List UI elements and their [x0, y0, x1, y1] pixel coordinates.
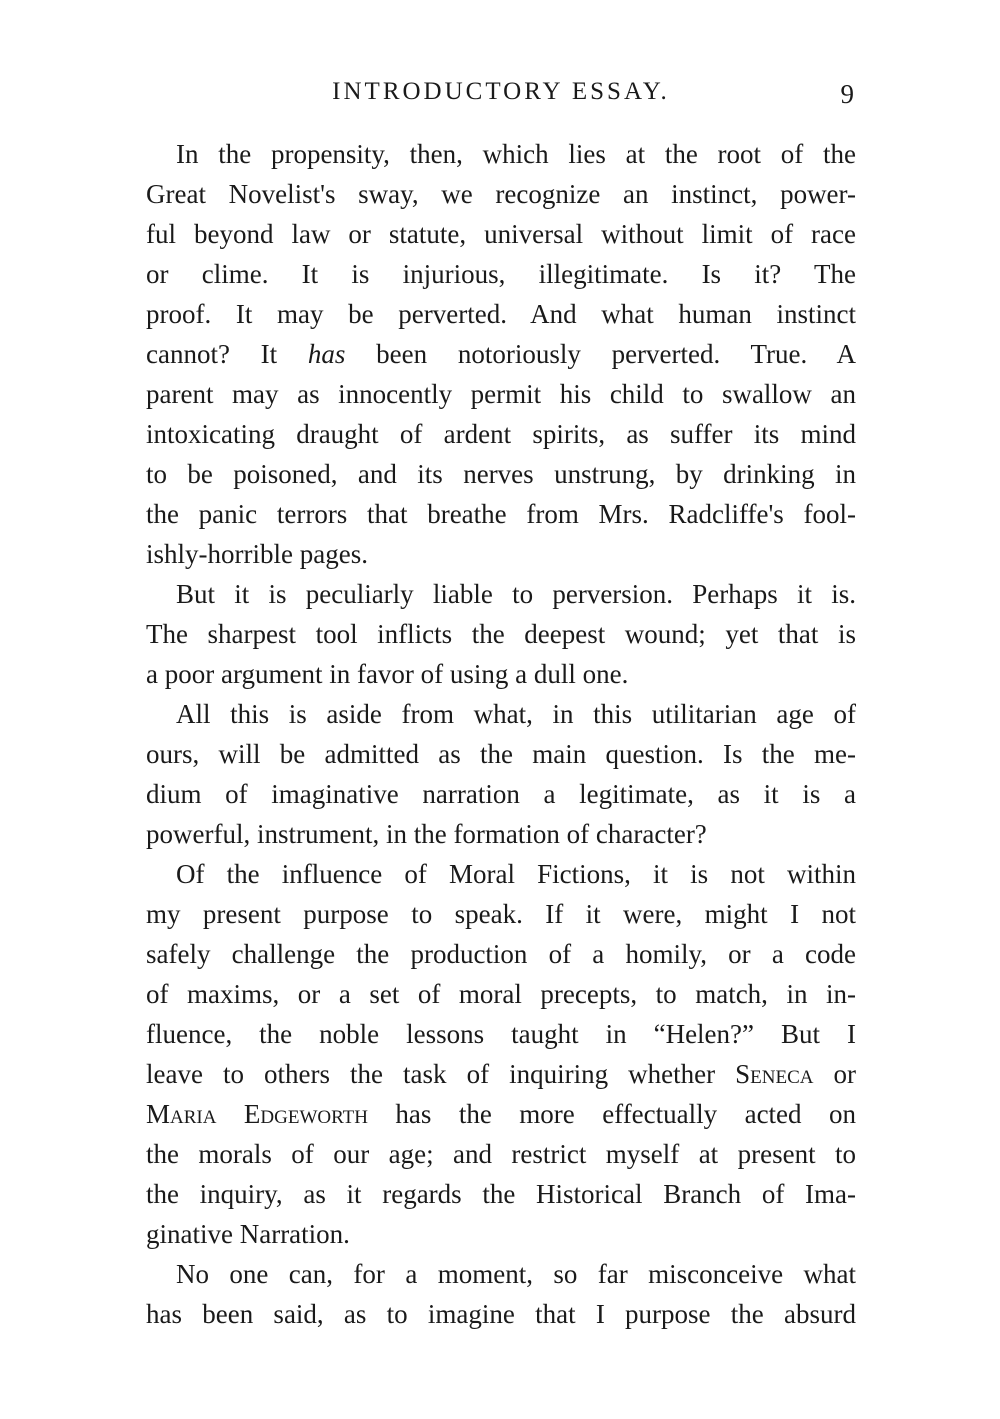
text-line: parent may as innocently permit his child to swallow an [146, 379, 856, 409]
text-line: to be poisoned, and its nerves unstrung, by drinking in [146, 459, 856, 489]
text-line: All this is aside from what, in this utilitarian age of [176, 699, 856, 729]
page-number: 9 [840, 79, 854, 109]
text-line: the panic terrors that breathe from Mrs. Radcliffe's fool- [146, 499, 856, 529]
text-line: No one can, for a moment, so far misconceive what [176, 1259, 856, 1289]
text-line: dium of imaginative narration a legitimate, as it is a [146, 779, 856, 809]
text-line: of maxims, or a set of moral precepts, to match, in in- [146, 979, 856, 1009]
text-line: ginative Narration. [146, 1219, 350, 1249]
text-line [146, 1094, 856, 1134]
running-title: INTRODUCTORY ESSAY. [332, 78, 670, 105]
small-caps-run: Seneca [735, 1059, 814, 1089]
text-line: has been said, as to imagine that I purpose the absurd [146, 1299, 856, 1329]
text-run: been notoriously perverted. True. A [345, 339, 856, 369]
text-line: The sharpest tool inflicts the deepest wound; yet that is [146, 619, 856, 649]
text-line: In the propensity, then, which lies at the root of the [176, 139, 856, 169]
text-line [146, 334, 856, 374]
text-line: my present purpose to speak. If it were, might I not [146, 899, 856, 929]
text-line: Of the influence of Moral Fictions, it is not within [176, 859, 856, 889]
text-line: ful beyond law or statute, universal without limit of race [146, 219, 856, 249]
text-line: ours, will be admitted as the main question. Is the me- [146, 739, 856, 769]
text-run: has the more effectually acted on [367, 1099, 856, 1129]
text-line: or clime. It is injurious, illegitimate. Is it? The [146, 259, 856, 289]
text-line: the morals of our age; and restrict myself at present to [146, 1139, 856, 1169]
text-line: a poor argument in favor of using a dull one. [146, 659, 629, 689]
text-run: leave to others the task of inquiring whether [146, 1059, 736, 1089]
text-line: powerful, instrument, in the formation of character? [146, 819, 707, 849]
text-run: cannot? It [146, 339, 308, 369]
text-line: safely challenge the production of a homily, or a code [146, 939, 856, 969]
text-line: ishly-horrible pages. [146, 539, 368, 569]
text-line: But it is peculiarly liable to perversion. Perhaps it is. [176, 579, 856, 609]
text-line: intoxicating draught of ardent spirits, as suffer its mind [146, 419, 856, 449]
small-caps-run: Maria Edgeworth [146, 1099, 368, 1129]
running-head [146, 74, 856, 110]
text-run: or [813, 1059, 856, 1089]
italic-run: has [307, 339, 346, 369]
body-text [146, 134, 856, 1334]
text-line: proof. It may be perverted. And what human instinct [146, 299, 856, 329]
text-line: the inquiry, as it regards the Historical Branch of Ima- [146, 1179, 856, 1209]
text-line: Great Novelist's sway, we recognize an instinct, power- [146, 179, 856, 209]
text-line: fluence, the noble lessons taught in “Helen?” But I [146, 1019, 856, 1049]
text-line [146, 1054, 856, 1094]
